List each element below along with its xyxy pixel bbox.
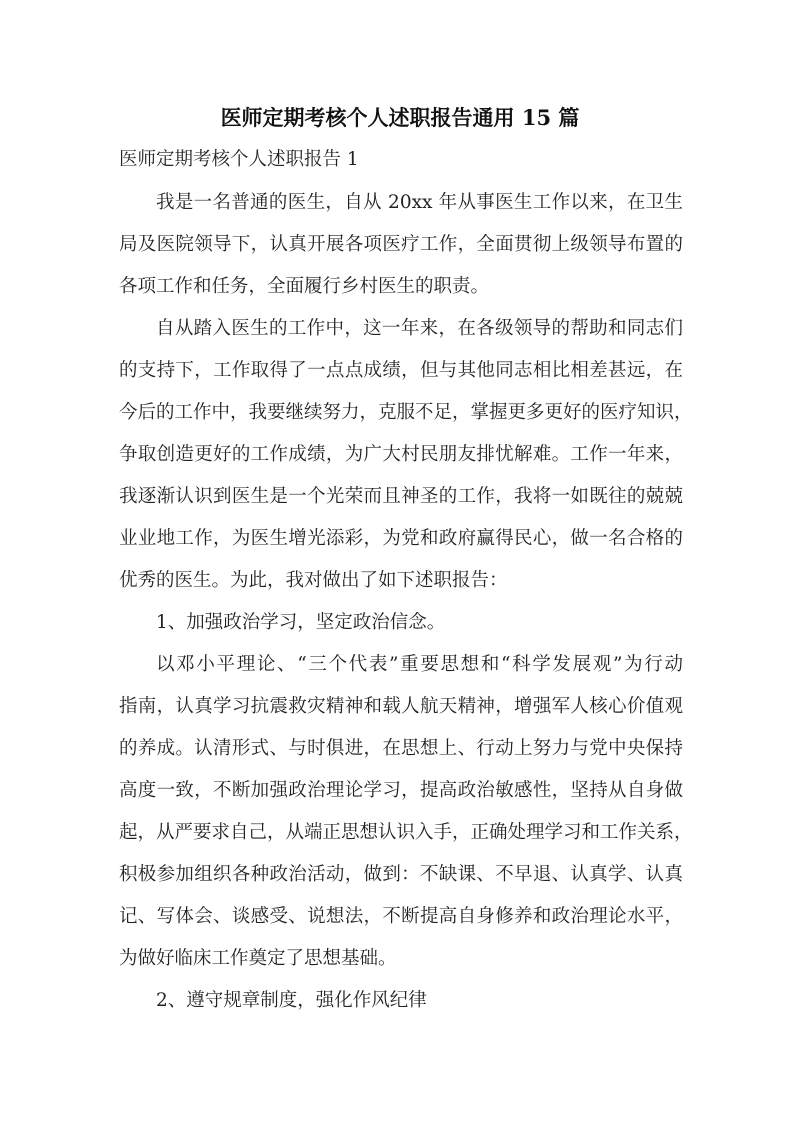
paragraph xyxy=(119,315,693,609)
text-line: 我是一名普通的医生，自从 20xx 年从事医生工作以来，在卫生 xyxy=(156,192,683,213)
text-line: 争取创造更好的工作成绩，为广大村民朋友排忧解难。工作一年来， xyxy=(119,444,683,465)
paragraph xyxy=(119,189,683,315)
text-line: 1、加强政治学习，坚定政治信念。 xyxy=(156,612,446,633)
text-line: 以邓小平理论、“三个代表”重要思想和“科学发展观”为行动 xyxy=(156,654,683,675)
text-line: 优秀的医生。为此，我对做出了如下述职报告： xyxy=(119,570,508,591)
text-line: 积极参加组织各种政治活动，做到：不缺课、不早退、认真学、认真 xyxy=(119,864,683,885)
text-line: 高度一致，不断加强政治理论学习，提高政治敏感性，坚持从自身做 xyxy=(119,780,683,801)
text-line: 的养成。认清形式、与时俱进，在思想上、行动上努力与党中央保持 xyxy=(119,738,683,759)
text-line: 各项工作和任务，全面履行乡村医生的职责。 xyxy=(119,276,490,297)
text-line: 记、写体会、谈感受、说想法，不断提高自身修养和政治理论水平， xyxy=(119,906,683,927)
paragraphs xyxy=(119,189,693,1029)
paragraph xyxy=(119,609,683,651)
text-line: 局及医院领导下，认真开展各项医疗工作，全面贯彻上级领导布置的 xyxy=(119,234,683,255)
text-line: 今后的工作中，我要继续努力，克服不足，掌握更多更好的医疗知识， xyxy=(119,402,693,423)
text-line: 的支持下，工作取得了一点点成绩，但与其他同志相比相差甚远，在 xyxy=(119,360,683,381)
text-line: 自从踏入医生的工作中，这一年来，在各级领导的帮助和同志们 xyxy=(156,318,683,339)
text-line: 指南，认真学习抗震救灾精神和载人航天精神，增强军人核心价值观 xyxy=(119,696,683,717)
paragraph xyxy=(119,987,683,1029)
text-line: 为做好临床工作奠定了思想基础。 xyxy=(119,948,397,969)
paragraph xyxy=(119,651,693,987)
document-title: 医师定期考核个人述职报告通用 15 篇 xyxy=(220,105,580,130)
text-line: 业业地工作，为医生增光添彩，为党和政府赢得民心，做一名合格的 xyxy=(119,528,683,549)
text-line: 起，从严要求自己，从端正思想认识入手，正确处理学习和工作关系， xyxy=(119,822,693,843)
document-body xyxy=(119,146,693,1029)
text-line: 2、遵守规章制度，强化作风纪律 xyxy=(156,990,427,1011)
section-heading: 医师定期考核个人述职报告 1 xyxy=(119,149,359,170)
text-line: 我逐渐认识到医生是一个光荣而且神圣的工作，我将一如既往的兢兢 xyxy=(119,486,683,507)
